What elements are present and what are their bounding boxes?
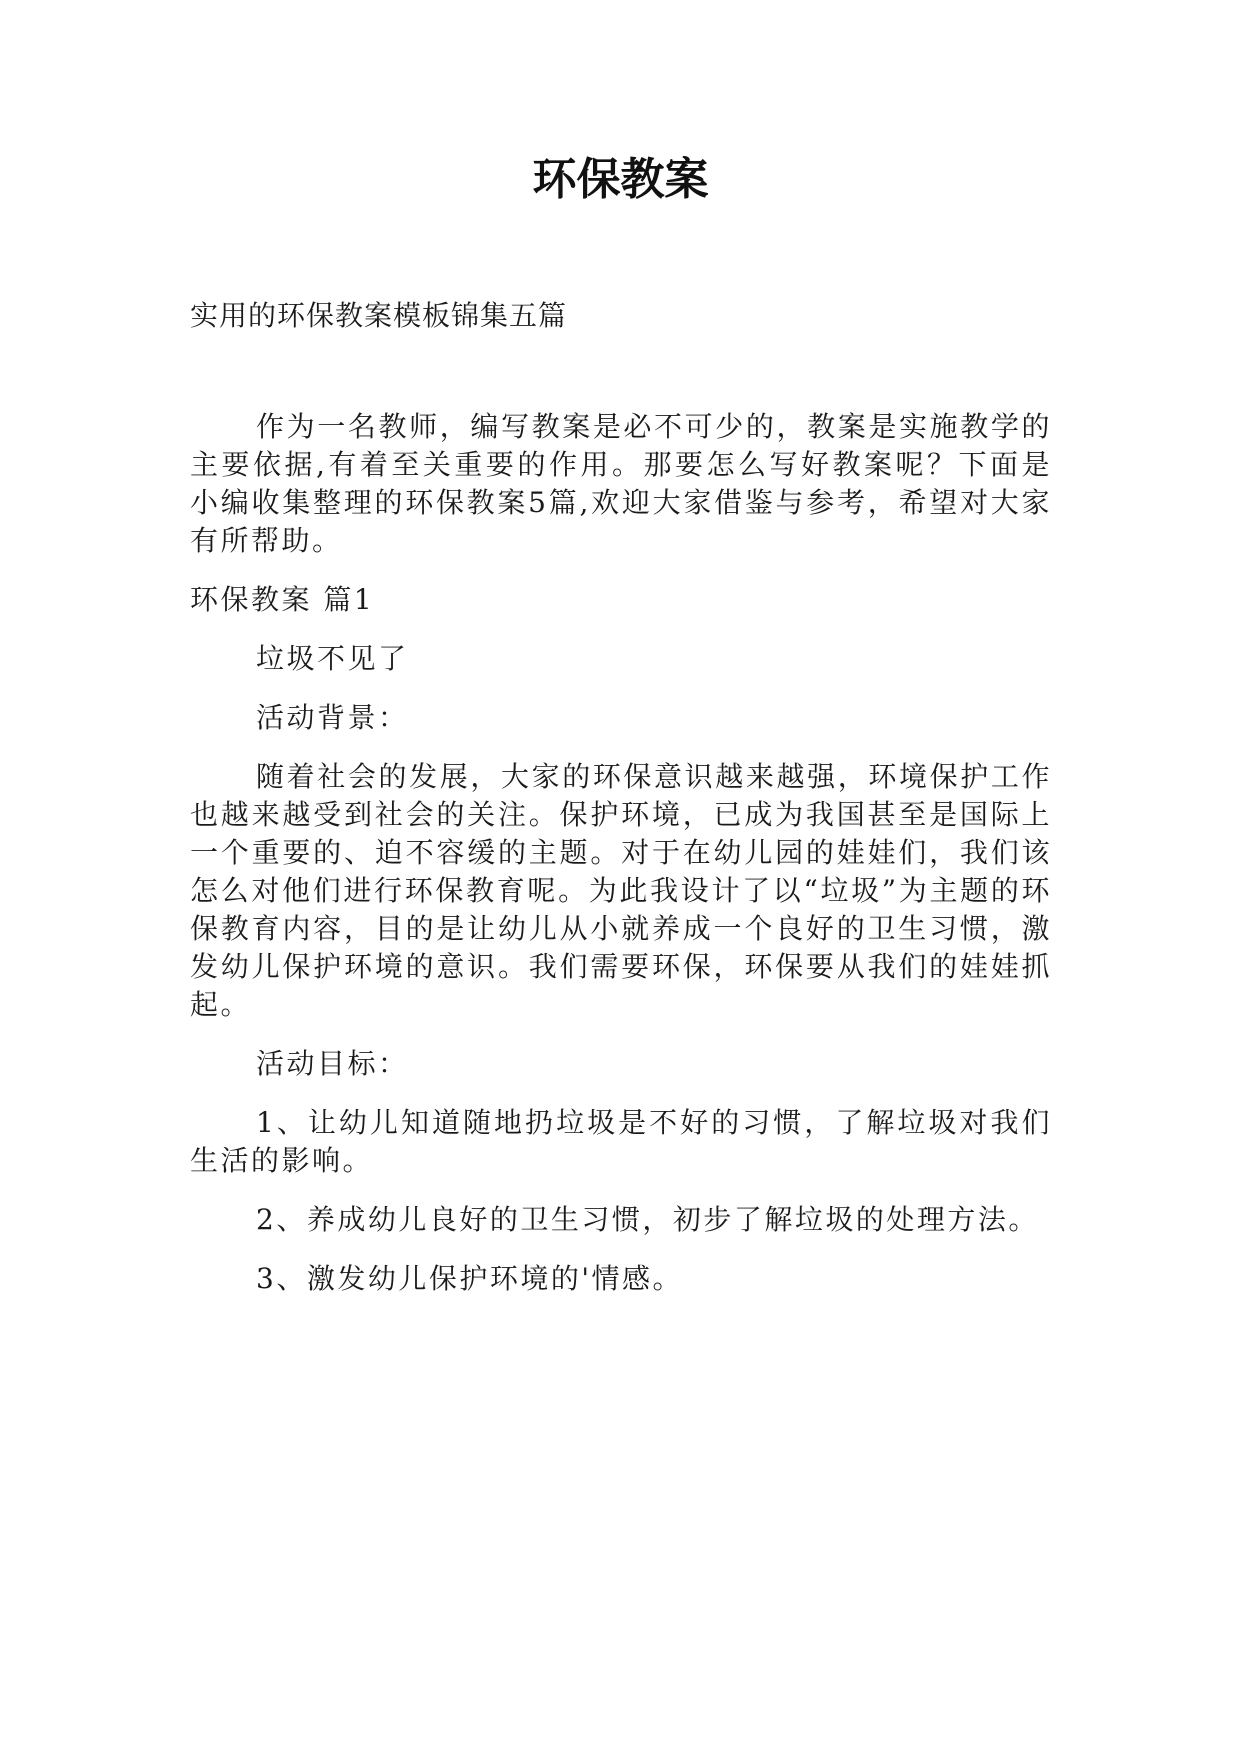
goals-heading: 活动目标：: [256, 1047, 409, 1080]
goal-item: 2、养成幼儿良好的卫生习惯，初步了解垃圾的处理方法。: [256, 1203, 1039, 1236]
goal-item: 1、让幼儿知道随地扔垃圾是不好的习惯，了解垃圾对我们生活的影响。: [190, 1106, 1052, 1177]
background-paragraph: 随着社会的发展，大家的环保意识越来越强，环境保护工作也越来越受到社会的关注。保护环境，已成为我国甚至是国际上一个重要的、迫不容缓的主题。对于在幼儿园的娃娃们，我们该怎么对他们进行环保教育呢。为此我设计了以“垃圾”为主题的环保教育内容，目的是让幼儿从小就养成一个良好的卫生习惯，激发幼儿保护环境的意识。我们需要环保，环保要从我们的娃娃抓起。: [190, 760, 1052, 1021]
document-subtitle: 实用的环保教案模板锦集五篇: [190, 299, 568, 332]
intro-paragraph: 作为一名教师，编写教案是必不可少的，教案是实施教学的主要依据,有着至关重要的作用。那要怎么写好教案呢？下面是小编收集整理的环保教案5篇,欢迎大家借鉴与参考，希望对大家有所帮助。: [190, 410, 1052, 557]
document-body: [190, 408, 1052, 1319]
lesson-title: 垃圾不见了: [256, 642, 409, 675]
goal-item: 3、激发幼儿保护环境的'情感。: [256, 1262, 684, 1295]
background-heading: 活动背景：: [256, 701, 409, 734]
section-heading: 环保教案 篇1: [190, 583, 375, 616]
document-title: 环保教案: [532, 154, 709, 205]
